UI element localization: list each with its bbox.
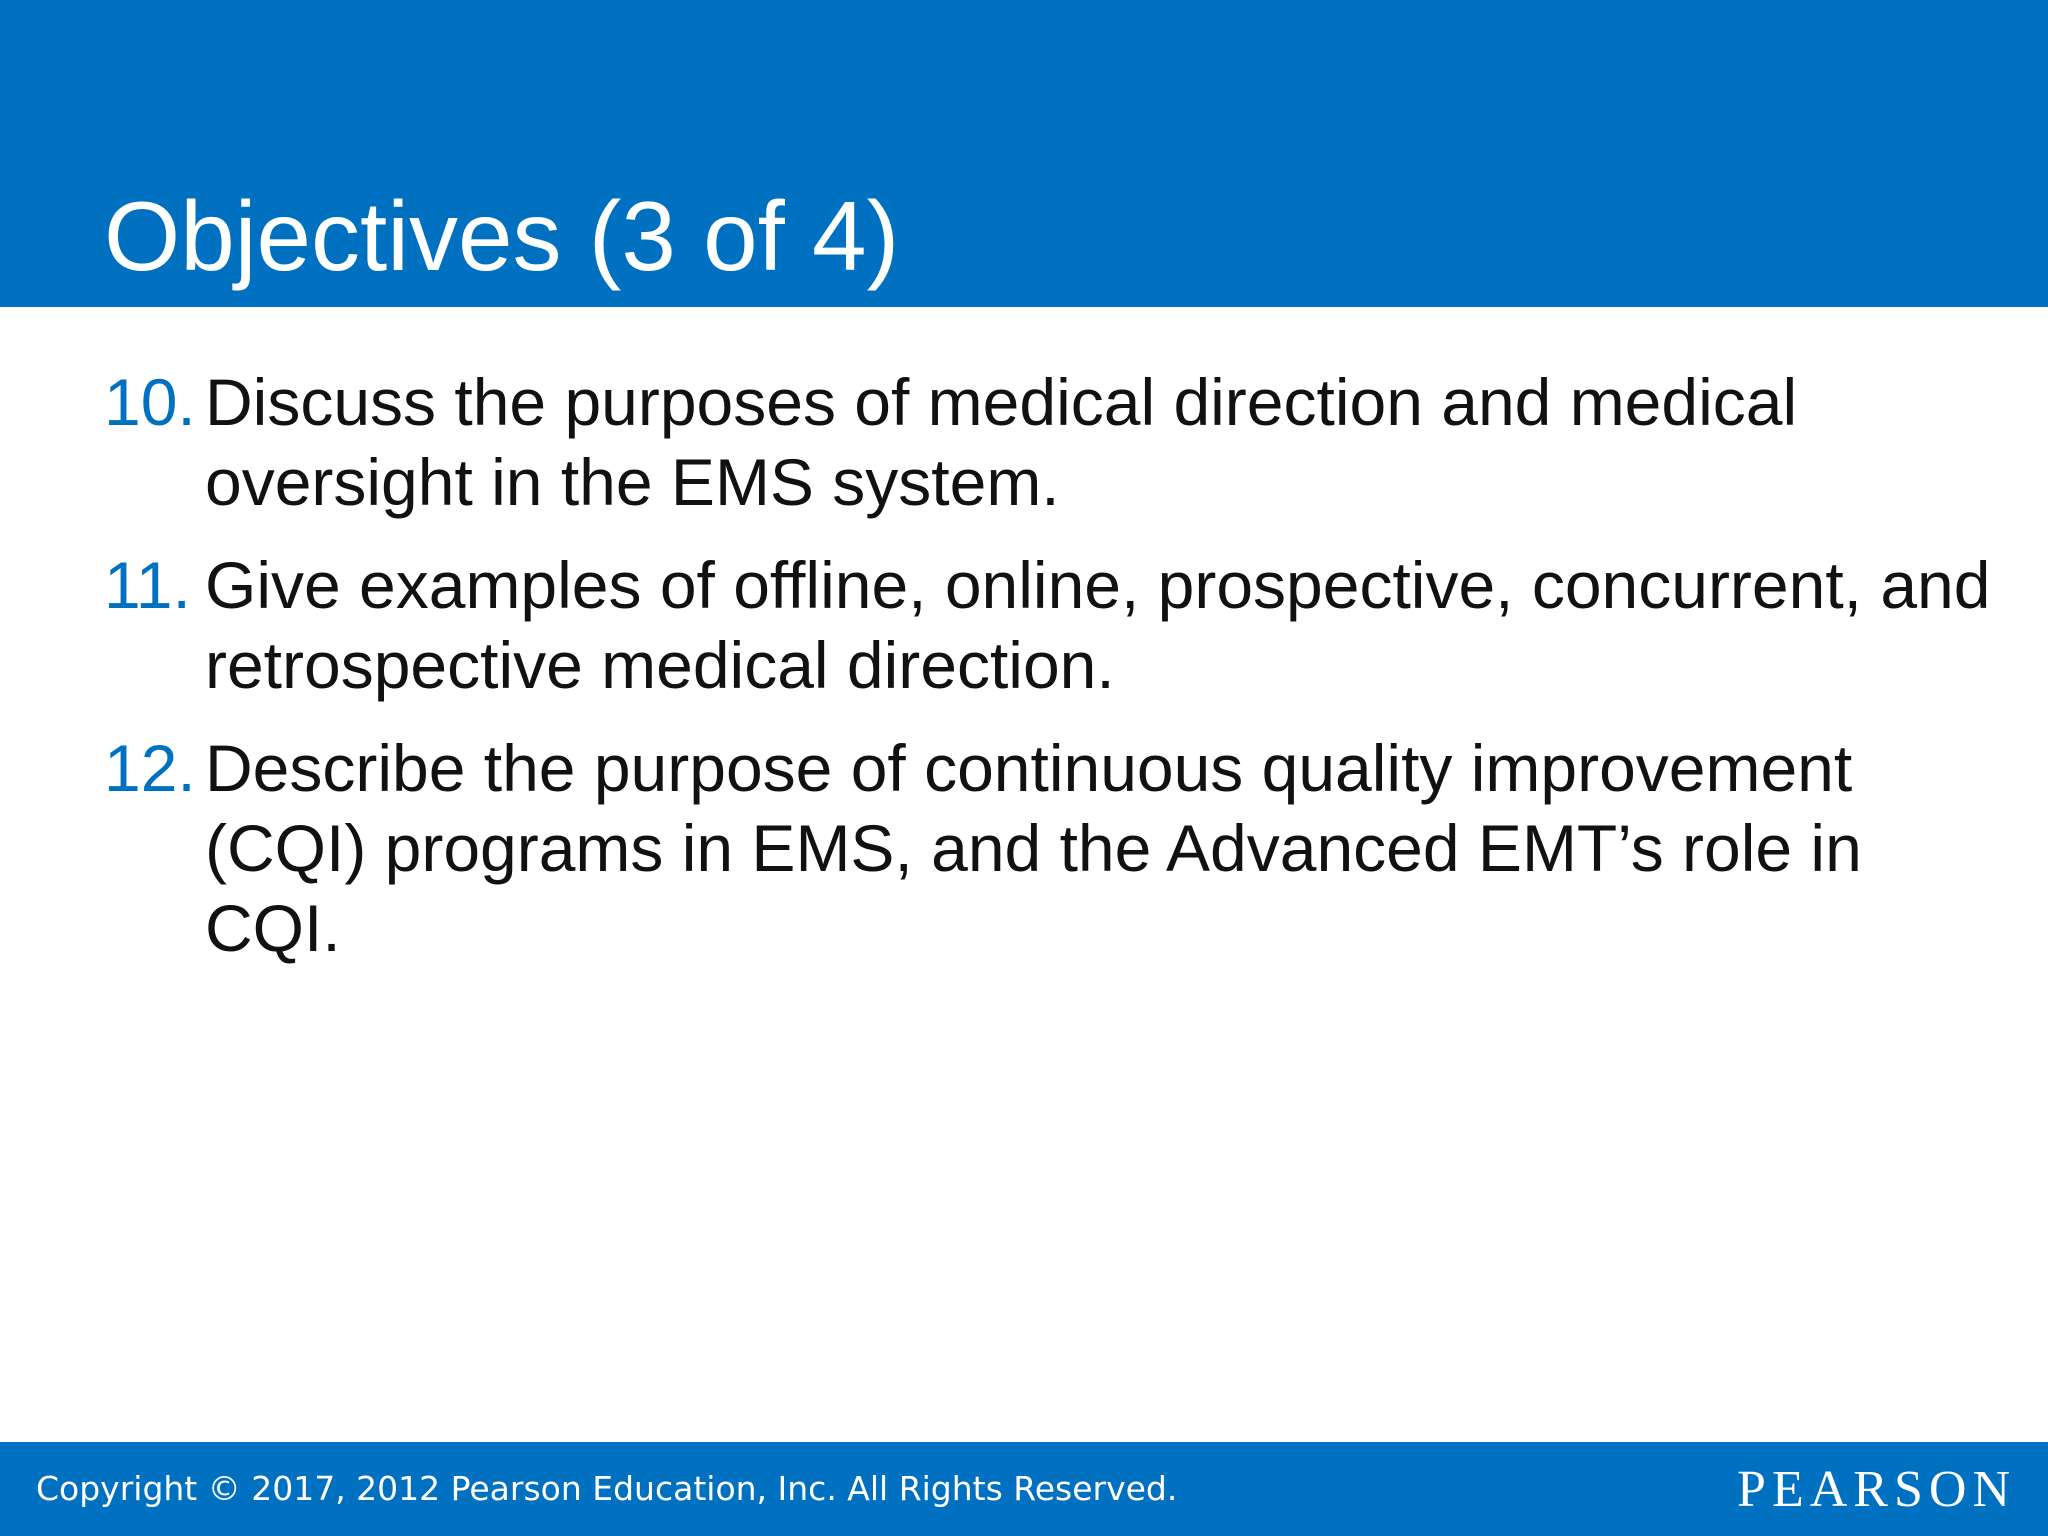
copyright-notice: Copyright © 2017, 2012 Pearson Education, Inc. All Rights Reserved. [36, 1469, 1178, 1508]
objective-number: 11. [104, 548, 191, 622]
pearson-logo: PEARSON [1737, 1461, 2016, 1518]
objective-text: Describe the purpose of continuous quality improvement (CQI) programs in EMS, and the Advanced EMT’s role in CQI. [205, 731, 1862, 965]
slide-title: Objectives (3 of 4) [104, 181, 900, 291]
objective-item [104, 545, 2004, 705]
header-bar [0, 0, 2048, 307]
objective-item [104, 362, 2004, 522]
objective-text: Give examples of offline, online, prospective, concurrent, and retrospective medical direction. [205, 548, 1991, 702]
objective-text: Discuss the purposes of medical direction and medical oversight in the EMS system. [205, 365, 1798, 519]
objective-number: 10. [104, 365, 196, 439]
objective-number: 12. [104, 731, 196, 805]
objectives-list [104, 362, 2004, 991]
objective-item [104, 728, 2004, 968]
footer-bar [0, 1442, 2048, 1536]
